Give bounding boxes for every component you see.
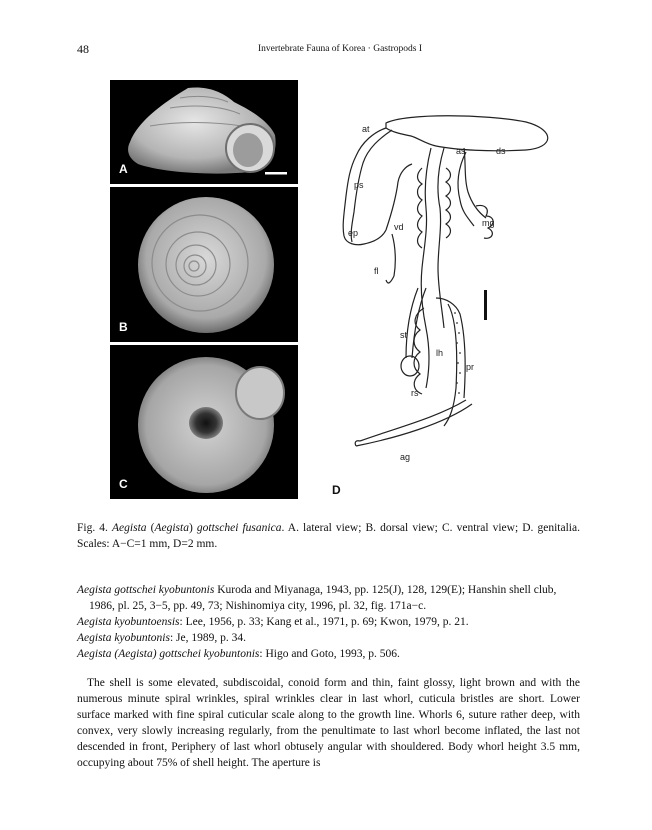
page-number: 48 xyxy=(77,42,89,56)
caption-prefix: Fig. 4. xyxy=(77,522,108,534)
caption-genus: Aegista xyxy=(112,522,147,534)
taxon-name: Aegista kyobuntonis xyxy=(77,632,170,644)
description-paragraph: The shell is some elevated, subdiscoidal, conoid form and thin, faint glossy, light brown and with the numerous minute spiral wrinkles, spiral wrinkles clear in last whorl, cuticula bristles are short. Lower surface marked with fine spiral cuticular scale along to the growth line. Whorls 6, suture rather deep, with convex, very slowly increasing regularly, from the penultimate to last whorl become inflated, the last not descended in front, Periphery of last whorl obtusely angular with shouldered. Body whorl height 3.5 mm, occupying about 75% of shell height. The aperture is xyxy=(77,677,580,769)
label-ag: ag xyxy=(400,452,411,462)
running-title: Invertebrate Fauna of Korea · Gastropods I xyxy=(257,44,423,54)
taxon-name: Aegista kyobuntoensis xyxy=(77,616,180,628)
genitalia-drawing xyxy=(326,108,566,468)
caption-epithet: gottschei fusanica xyxy=(196,522,282,534)
panel-d-label: D xyxy=(332,483,341,497)
taxon-citation: Kuroda and Miyanaga, 1943, pp. 125(J), 128, 129(E); Hanshin shell club, 1986, pl. 25, 3−5, pp. 49, 73; Nishinomiya city, 1996, pl. 32, fig. 171a−c. xyxy=(89,584,557,612)
description-section xyxy=(77,675,580,771)
taxon-name: Aegista (Aegista) gottschei kyobuntonis xyxy=(77,648,260,660)
photo-panel-c xyxy=(110,345,298,499)
synonymy-entry xyxy=(77,646,580,662)
label-ep: ep xyxy=(348,228,359,238)
label-fl: fl xyxy=(374,266,379,276)
taxon-citation: : Lee, 1956, p. 33; Kang et al., 1971, p. 69; Kwon, 1979, p. 21. xyxy=(179,616,469,628)
panel-b-label: B xyxy=(119,320,128,334)
photo-panel-b xyxy=(110,187,298,342)
label-pr: pr xyxy=(466,362,475,372)
label-rs: rs xyxy=(411,388,419,398)
synonymy-entry xyxy=(77,630,580,646)
shell-dorsal-image xyxy=(110,187,298,342)
caption-text: . A. lateral view; B. dorsal view; C. ventral view; D. genitalia. Scales: A−C=1 mm, D=2 mm. xyxy=(77,522,580,550)
label-vd: vd xyxy=(394,222,404,232)
label-lh: lh xyxy=(436,348,444,358)
taxon-citation: : Je, 1989, p. 34. xyxy=(169,632,246,644)
panel-c-label: C xyxy=(119,477,128,491)
label-at: at xyxy=(362,124,370,134)
taxon-name: Aegista gottschei kyobuntonis xyxy=(77,584,215,596)
synonymy-entry xyxy=(77,582,580,614)
panel-a-label: A xyxy=(119,162,128,176)
taxon-citation: : Higo and Goto, 1993, p. 506. xyxy=(259,648,400,660)
synonymy-list xyxy=(77,582,580,662)
photo-panel-a xyxy=(110,80,298,184)
label-ps: ps xyxy=(354,180,364,190)
scale-bar-d xyxy=(484,290,487,320)
synonymy-entry xyxy=(77,614,580,630)
label-st: st xyxy=(400,330,408,340)
caption-paren-open: ( xyxy=(146,522,155,534)
genitalia-illustration xyxy=(326,108,566,468)
figure-caption xyxy=(77,520,580,552)
label-ds: ds xyxy=(496,146,506,156)
shell-lateral-image xyxy=(110,80,298,184)
label-mg: mg xyxy=(482,218,495,228)
label-as: as xyxy=(456,146,466,156)
caption-paren-close: ) xyxy=(188,522,197,534)
shell-ventral-image xyxy=(110,345,298,499)
caption-subgenus: Aegista xyxy=(154,522,189,534)
